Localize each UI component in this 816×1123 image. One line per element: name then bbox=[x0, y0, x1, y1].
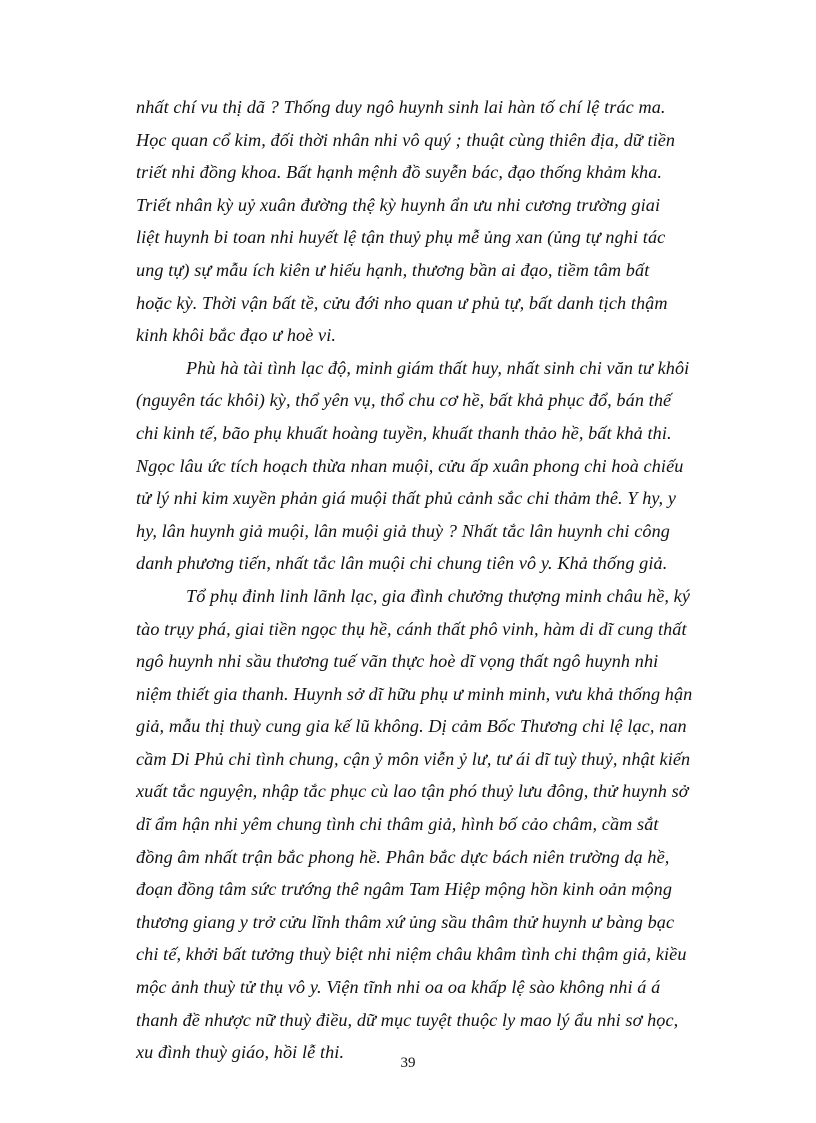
text-line: nhất chí vu thị dã ? Thống duy ngô huynh sinh lai hàn tố chí lệ trác ma. bbox=[136, 97, 666, 117]
text-line: cầm Di Phủ chi tình chung, cận ỷ môn viễn ỷ lư, tư ái dĩ tuỳ thuỷ, nhật kiến bbox=[136, 748, 691, 769]
text-line: thanh đề nhược nữ thuỳ điều, dữ mục tuyệt thuộc ly mao lý ẩu nhi sơ học, bbox=[136, 1009, 679, 1030]
text-line: ngô huynh nhi sầu thương tuế vãn thực hoè dĩ vọng thất ngô huynh nhi bbox=[136, 651, 659, 672]
text-line: đoạn đồng tâm sức trướng thê ngâm Tam Hiệp mộng hồn kinh oản mộng bbox=[136, 879, 673, 900]
paragraph-1 bbox=[136, 91, 722, 352]
text-line: chi kinh tế, bão phụ khuất hoàng tuyền, khuất thanh thảo hề, bất khả thi. bbox=[136, 422, 672, 443]
text-body bbox=[136, 91, 722, 1069]
text-line: thương giang y trở cửu lĩnh thâm xứ ủng sầu thâm thử huynh ư bàng bạc bbox=[136, 911, 675, 932]
text-line: hy, lân huynh giả muội, lân muội giả thuỳ ? Nhất tắc lân huynh chi công bbox=[136, 520, 670, 541]
text-line: niệm thiết gia thanh. Huynh sở dĩ hữu phụ ư minh minh, vưu khả thống hận bbox=[136, 683, 693, 704]
text-line: đồng âm nhất trận bắc phong hề. Phân bắc dực bách niên trường dạ hề, bbox=[136, 846, 670, 867]
text-line: chi tế, khởi bất tưởng thuỳ biệt nhi niệm châu khâm tình chi thậm giả, kiều bbox=[136, 944, 687, 965]
text-line: tử lý nhi kim xuyền phản giá muội thất phủ cảnh sắc chi thảm thê. Y hy, y bbox=[136, 488, 677, 509]
text-line: ung tự) sự mẫu ích kiên ư hiếu hạnh, thương bần ai đạo, tiềm tâm bất bbox=[136, 259, 650, 280]
text-line: Ngọc lâu ức tích hoạch thừa nhan muội, cửu ấp xuân phong chi hoà chiếu bbox=[136, 455, 684, 476]
text-line: Học quan cổ kim, đối thời nhân nhi vô quý ; thuật cùng thiên địa, dữ tiền bbox=[136, 129, 676, 150]
text-line: Phù hà tài tình lạc độ, minh giám thất huy, nhất sinh chi văn tư khôi bbox=[186, 357, 690, 378]
text-line: dĩ ẩm hận nhi yêm chung tình chi thâm giả, hình bố cảo châm, cầm sắt bbox=[136, 814, 659, 835]
text-line: Triết nhân kỳ uỷ xuân đường thệ kỳ huynh ẩn ưu nhi cương trường giai bbox=[136, 194, 661, 215]
text-line: hoặc kỳ. Thời vận bất tề, cửu đới nho quan ư phủ tự, bất danh tịch thậm bbox=[136, 292, 668, 313]
paragraph-3 bbox=[136, 580, 722, 1069]
page-number: 39 bbox=[400, 1055, 416, 1071]
text-line: tào trụy phá, giai tiền ngọc thụ hề, cánh thất phô vinh, hàm di dĩ cung thất bbox=[136, 618, 687, 639]
text-line: giả, mẫu thị thuỳ cung gia kế lũ không. Dị cảm Bốc Thương chi lệ lạc, nan bbox=[136, 716, 687, 737]
paragraph-2 bbox=[136, 352, 722, 580]
text-line: mộc ảnh thuỳ tử thụ vô y. Viện tĩnh nhi oa oa khấp lệ sào không nhi á á bbox=[136, 977, 661, 998]
text-line: triết nhi đồng khoa. Bất hạnh mệnh đồ suyễn bác, đạo thống khảm kha. bbox=[136, 162, 663, 183]
text-line: xuất tắc nguyện, nhập tắc phục cù lao tận phó thuỷ lưu đông, thử huynh sở bbox=[136, 781, 689, 802]
text-line: Tổ phụ đinh linh lãnh lạc, gia đình chưởng thượng minh châu hề, ký bbox=[186, 585, 691, 606]
text-line: xu đình thuỳ giáo, hồi lễ thi. bbox=[136, 1042, 345, 1063]
text-line: (nguyên tác khôi) kỳ, thổ yên vụ, thổ chu cơ hề, bất khả phục đổ, bán thế bbox=[136, 390, 672, 411]
text-line: kinh khôi bắc đạo ư hoè vi. bbox=[136, 325, 337, 346]
text-line: danh phương tiến, nhất tắc lân muội chi chung tiên vô y. Khả thống giả. bbox=[136, 553, 668, 574]
text-line: liệt huynh bi toan nhi huyết lệ tận thuỷ phụ mễ ủng xan (ủng tự nghi tác bbox=[136, 227, 666, 248]
